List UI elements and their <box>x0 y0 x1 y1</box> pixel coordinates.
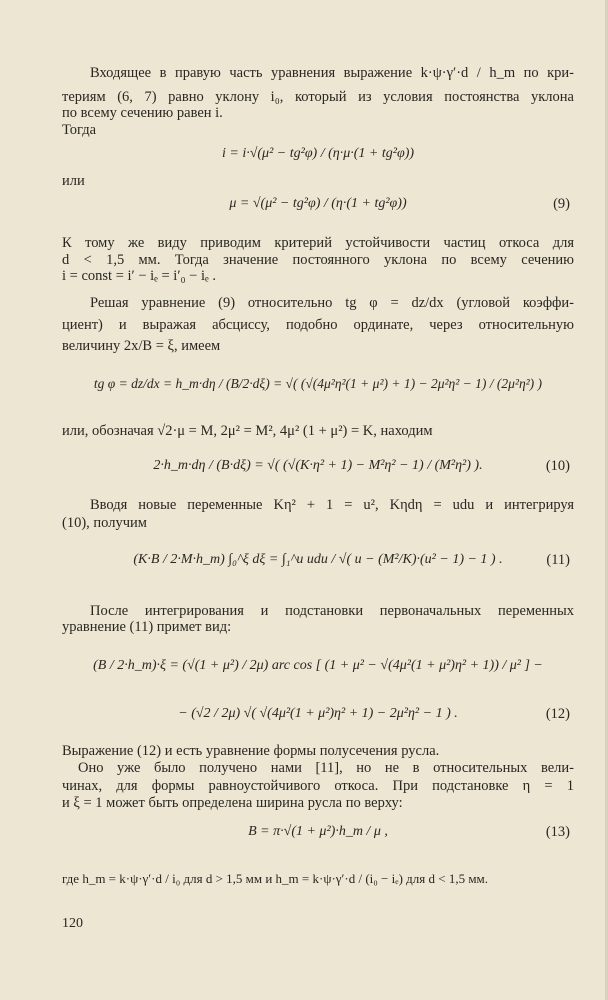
equation-row <box>62 646 574 686</box>
paragraph-line: Выражение (12) и есть уравнение формы полусечения русла. <box>62 743 440 759</box>
paragraph-line: уравнение (11) примет вид: <box>62 619 232 635</box>
equation-row <box>62 536 574 584</box>
paragraph-line: величину 2x/B = ξ, имеем <box>62 338 221 354</box>
equation-row <box>62 812 574 852</box>
paragraph-line: После интегрирования и подстановки первоначальных переменных <box>90 603 574 619</box>
paragraph-line: (10), получим <box>62 515 147 531</box>
paragraph-line: Решая уравнение (9) относительно tg φ = dz/dx (угловой коэффи- <box>90 295 574 311</box>
equation: i = i·√(μ² − tg²φ) / (η·μ·(1 + tg²φ)) <box>221 146 415 161</box>
equation: B = π·√(1 + μ²)·h_m / μ , <box>248 824 388 839</box>
equation-number: (10) <box>545 457 570 474</box>
equation-row <box>62 184 574 224</box>
paragraph-line: или <box>62 173 85 189</box>
paragraph-line: териям (6, 7) равно уклону i₀, который из условия постоянства уклона <box>62 89 574 105</box>
equation: 2·h_m·dη / (B·dξ) = √( (√(K·η² + 1) − M²η² − 1) / (M²η²) ). <box>153 458 483 473</box>
equation-number: (12) <box>545 705 570 722</box>
equation: (K·B / 2·M·h_m) ∫₀^ξ dξ = ∫₁^u udu / √( u − (M²/K)·(u² − 1) − 1 ) . <box>133 552 503 567</box>
paragraph-line: где h_m = k·ψ·γ′·d / i₀ для d > 1,5 мм и h_m = k·ψ·γ′·d / (i₀ − iₑ) для d < 1,5 мм. <box>62 871 489 886</box>
equation-number: (11) <box>546 551 570 568</box>
equation: (B / 2·h_m)·ξ = (√(1 + μ²) / 2μ) arc cos [ (1 + μ² − √(4μ²(1 + μ²)η² + 1)) / μ² ] − <box>93 658 543 673</box>
equation-row <box>62 134 574 174</box>
paragraph-line: Тогда <box>62 122 97 138</box>
paragraph-line: циент) и выражая абсциссу, подобно ординате, через относительную <box>62 317 574 333</box>
paragraph-line: Вводя новые переменные Kη² + 1 = u², Kηdη = udu и интегрируя <box>90 497 574 513</box>
paragraph-line: i = const = i′ − iₑ = i′₀ − iₑ . <box>62 268 216 284</box>
equation-number: (13) <box>545 823 570 840</box>
equation-row <box>62 364 574 404</box>
equation: μ = √(μ² − tg²φ) / (η·(1 + tg²φ)) <box>229 196 407 211</box>
paragraph-line: Входящее в правую часть уравнения выражение k·ψ·γ′·d / h_m по кри- <box>90 65 574 81</box>
equation: − (√2 / 2μ) √( √(4μ²(1 + μ²)η² + 1) − 2μ²η² − 1 ) . <box>178 706 458 721</box>
paragraph-line: d < 1,5 мм. Тогда значение постоянного уклона по всему сечению <box>62 252 574 268</box>
paragraph-line: и ξ = 1 может быть определена ширина русла по верху: <box>62 795 403 811</box>
paragraph-line: К тому же виду приводим критерий устойчивости частиц откоса для <box>62 235 574 251</box>
page-number: 120 <box>62 916 83 931</box>
paragraph-line: чинах, для формы равноустойчивого откоса. При подстановке η = 1 <box>62 778 574 794</box>
equation: tg φ = dz/dx = h_m·dη / (B/2·dξ) = √( (√(4μ²η²(1 + μ²) + 1) − 2μ²η² − 1) / (2μ²η²) ) <box>93 376 543 391</box>
paragraph-line: или, обозначая √2·μ = M, 2μ² = M², 4μ² (1 + μ²) = K, находим <box>62 423 433 439</box>
equation-row <box>62 694 574 734</box>
paragraph-line: Оно уже было получено нами [11], но не в относительных вели- <box>78 760 574 776</box>
paragraph-line: по всему сечению равен i. <box>62 105 223 121</box>
equation-number: (9) <box>553 195 570 212</box>
equation-row <box>62 446 574 486</box>
